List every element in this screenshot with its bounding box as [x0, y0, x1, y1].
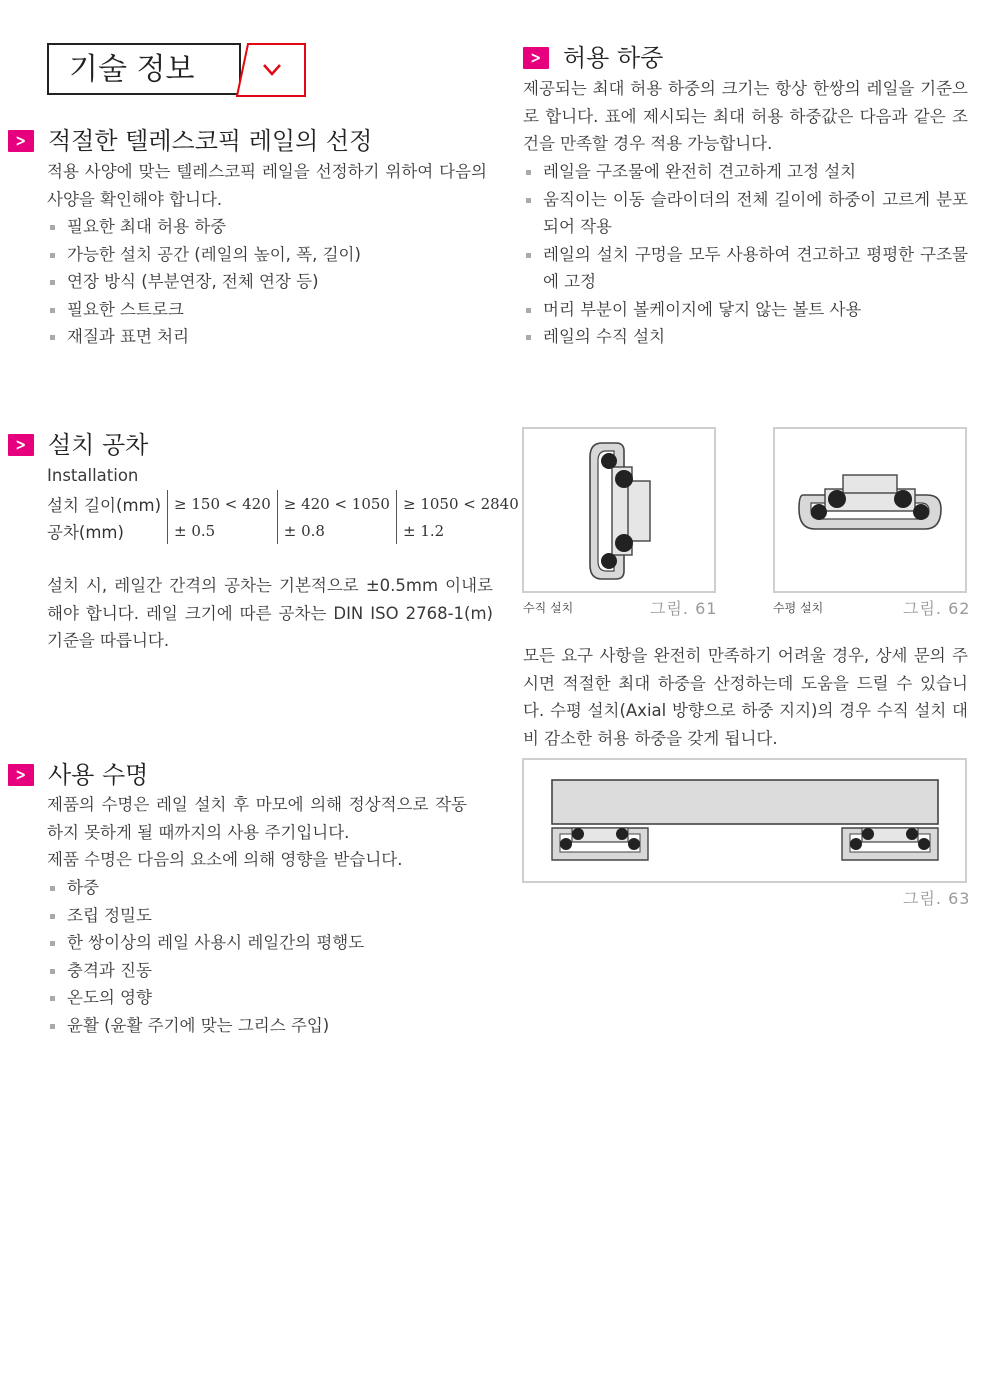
figure-63-number: 그림. 63 [903, 889, 971, 908]
rail-selection-heading: > 적절한 텔레스코픽 레일의 선정 [8, 126, 372, 156]
list-item: 하중 [47, 874, 487, 902]
left-rail-profile [552, 828, 648, 860]
rail-pair-diagram [524, 760, 965, 881]
list-item: 한 쌍이상의 레일 사용시 레일간의 평행도 [47, 929, 487, 957]
list-item: 필요한 스트로크 [47, 296, 487, 324]
list-item: 윤활 (윤활 주기에 맞는 그리스 주입) [47, 1012, 487, 1040]
figure-61-caption: 수직 설치 [523, 601, 574, 615]
figure-62-caption: 수평 설치 [773, 601, 824, 615]
service-life-factors-intro: 제품 수명은 다음의 요소에 의해 영향을 받습니다. [47, 850, 403, 869]
section-marker-icon: > [8, 434, 34, 456]
list-item: 가능한 설치 공간 (레일의 높이, 폭, 길이) [47, 241, 487, 269]
range-cell: ≥ 1050 < 2840 [396, 490, 524, 517]
section-marker-icon: > [8, 764, 34, 786]
list-item: 레일을 구조물에 완전히 견고하게 고정 설치 [523, 158, 968, 186]
load-heading: > 허용 하중 [523, 43, 663, 73]
list-item: 레일의 설치 구멍을 모두 사용하여 견고하고 평평한 구조물에 고정 [523, 241, 968, 296]
table-row [47, 490, 525, 517]
list-item: 머리 부분이 볼케이지에 닿지 않는 볼트 사용 [523, 296, 968, 324]
list-item: 레일의 수직 설치 [523, 323, 968, 351]
list-item: 충격과 진동 [47, 957, 487, 985]
horizontal-rail-diagram [775, 429, 965, 591]
right-rail-profile [842, 828, 938, 860]
list-item: 연장 방식 (부분연장, 전체 연장 등) [47, 268, 487, 296]
row-label: 공차(mm) [47, 522, 124, 542]
list-item: 움직이는 이동 슬라이더의 전체 길이에 하중이 고르게 분포되어 작용 [523, 186, 968, 241]
tolerance-text: 설치 시, 레일간 간격의 공차는 기본적으로 ±0.5mm 이내로 해야 합니다. 레일 크기에 따른 공차는 DIN ISO 2768-1(m) 기준을 따릅니다. [47, 576, 493, 650]
tolerance-heading: > 설치 공차 [8, 430, 148, 460]
range-cell: ≥ 150 < 420 [168, 490, 278, 517]
tolerance-table [47, 490, 525, 544]
service-life-text: 제품의 수명은 레일 설치 후 마모에 의해 정상적으로 작동하지 못하게 될 때까지의 사용 주기입니다. [47, 795, 467, 842]
figure-horizontal-installation [773, 427, 967, 593]
load-conditions-list [523, 158, 968, 351]
section-tag [47, 43, 241, 95]
page-title: 기술 정보 [69, 52, 195, 87]
service-life-heading: > 사용 수명 [8, 760, 148, 790]
service-life-list [47, 874, 487, 1039]
expand-button[interactable] [236, 43, 306, 97]
range-cell: ≥ 420 < 1050 [277, 490, 396, 517]
figure-vertical-installation [522, 427, 716, 593]
value-cell: ± 0.8 [277, 517, 396, 544]
load-intro: 제공되는 최대 허용 하중의 크기는 항상 한쌍의 레일을 기준으로 합니다. 표에 제시되는 최대 허용 하중값은 다음과 같은 조건을 만족할 경우 적용 가능합니다. [523, 79, 968, 153]
rail-selection-intro: 적용 사양에 맞는 텔레스코픽 레일을 선정하기 위하여 다음의 사양을 확인해야 합니다. [47, 162, 487, 209]
rail-selection-list [47, 213, 487, 351]
table-row [47, 517, 525, 544]
row-label: 설치 길이(mm) [47, 495, 162, 515]
load-note: 모든 요구 사항을 완전히 만족하기 어려울 경우, 상세 문의 주시면 적절한 최대 하중을 산정하는데 도움을 드릴 수 있습니다. 수평 설치(Axial 방향으로 하중 지지)의 경우 수직 설치 대비 감소한 허용 하중을 갖게 됩니다. [523, 646, 968, 748]
figure-61-number: 그림. 61 [650, 599, 718, 618]
list-item: 재질과 표면 처리 [47, 323, 487, 351]
tolerance-subheading: Installation [47, 466, 139, 485]
value-cell: ± 0.5 [168, 517, 278, 544]
list-item: 필요한 최대 허용 하중 [47, 213, 487, 241]
section-marker-icon: > [8, 130, 34, 152]
figure-rail-pair-installation [522, 758, 967, 883]
vertical-rail-diagram [524, 429, 714, 591]
figure-62-number: 그림. 62 [903, 599, 971, 618]
list-item: 온도의 영향 [47, 984, 487, 1012]
section-marker-icon: > [523, 47, 549, 69]
list-item: 조립 정밀도 [47, 902, 487, 930]
value-cell: ± 1.2 [396, 517, 524, 544]
